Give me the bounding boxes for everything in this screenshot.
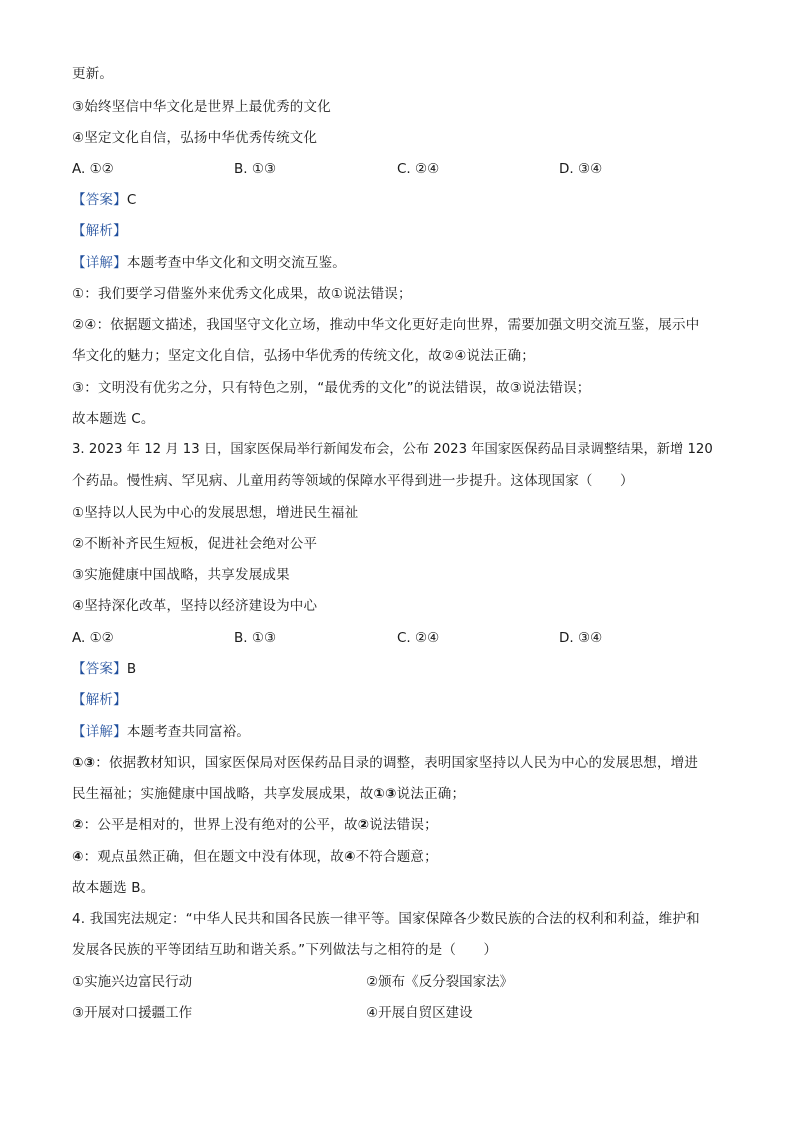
q2-explanation-2b: 华文化的魅力；坚定文化自信，弘扬中华优秀的传统文化，故②④说法正确； (72, 348, 536, 364)
q2-statement-4: ④坚定文化自信，弘扬中华优秀传统文化 (72, 130, 318, 146)
q2-detail-line: 【详解】本题考查中华文化和文明交流互鉴。 (72, 255, 347, 271)
q3-statement-4: ④坚持深化改革，坚持以经济建设为中心 (72, 598, 318, 614)
q3-explanation-2: ②：公平是相对的，世界上没有绝对的公平，故②说法错误； (72, 817, 438, 833)
q2-option-d: D. ③④ (559, 161, 603, 177)
q2-option-a: A. ①② (72, 161, 114, 177)
q2-statement-3: ③始终坚信中华文化是世界上最优秀的文化 (72, 99, 331, 115)
q2-explanation-3: ③：文明没有优劣之分，只有特色之别，“最优秀的文化”的说法错误，故③说法错误； (72, 380, 591, 396)
q2-explanation-1: ①：我们要学习借鉴外来优秀文化成果，故①说法错误； (72, 286, 412, 302)
q3-explanation-1a: ①③：依据教材知识，国家医保局对医保药品目录的调整，表明国家坚持以人民为中心的发展思想，增进 (72, 755, 699, 771)
q3-answer-line (72, 659, 136, 679)
q3-option-a: A. ①② (72, 630, 114, 646)
answer-tag: 【答案】 (72, 661, 127, 677)
q3-option-c: C. ②④ (397, 630, 440, 646)
q3-statement-3: ③实施健康中国战略，共享发展成果 (72, 567, 290, 583)
q4-statement-4: ④开展自贸区建设 (366, 1005, 473, 1021)
detail-tag: 【详解】 (72, 724, 127, 740)
q3-option-b: B. ①③ (234, 630, 277, 646)
detail-tag: 【详解】 (72, 255, 127, 271)
answer-tag: 【答案】 (72, 192, 127, 208)
q3-stem-2: 个药品。慢性病、罕见病、儿童用药等领域的保障水平得到进一步提升。这体现国家（ ） (72, 473, 634, 489)
q2-analysis-tag: 【解析】 (72, 223, 127, 239)
q3-statement-2: ②不断补齐民生短板，促进社会绝对公平 (72, 536, 318, 552)
q4-stem-1: 4. 我国宪法规定：“中华人民共和国各民族一律平等。国家保障各少数民族的合法的权利和利益，维护和 (72, 911, 700, 927)
answer-value: C (126, 192, 137, 208)
q4-statement-3: ③开展对口援疆工作 (72, 1005, 193, 1021)
q2-option-b: B. ①③ (234, 161, 277, 177)
q2-explanation-2a: ②④：依据题文描述，我国坚守文化立场，推动中华文化更好走向世界，需要加强文明交流互鉴，展示中 (72, 317, 700, 333)
q2-conclusion: 故本题选 C。 (72, 411, 155, 427)
q3-statement-1: ①坚持以人民为中心的发展思想，增进民生福祉 (72, 505, 359, 521)
answer-value: B (126, 661, 137, 677)
q3-detail-line: 【详解】本题考查共同富裕。 (72, 724, 251, 740)
q2-line-continued: 更新。 (72, 66, 114, 82)
q2-option-c: C. ②④ (397, 161, 440, 177)
q2-answer-line (72, 190, 136, 210)
q3-explanation-1b: 民生福祉；实施健康中国战略，共享发展成果，故①③说法正确； (72, 786, 466, 802)
q4-stem-2: 发展各民族的平等团结互助和谐关系。”下列做法与之相符的是（ ） (72, 942, 498, 958)
q3-analysis-tag: 【解析】 (72, 692, 127, 708)
q3-stem-1: 3. 2023 年 12 月 13 日，国家医保局举行新闻发布会，公布 2023 年国家医保药品目录调整结果，新增 120 (72, 442, 713, 457)
q3-explanation-3: ④：观点虽然正确，但在题文中没有体现，故④不符合题意； (72, 849, 438, 865)
q3-conclusion: 故本题选 B。 (72, 880, 155, 896)
q4-statement-2: ②颁布《反分裂国家法》 (366, 974, 514, 990)
q4-statement-1: ①实施兴边富民行动 (72, 974, 193, 990)
q3-option-d: D. ③④ (559, 630, 603, 646)
